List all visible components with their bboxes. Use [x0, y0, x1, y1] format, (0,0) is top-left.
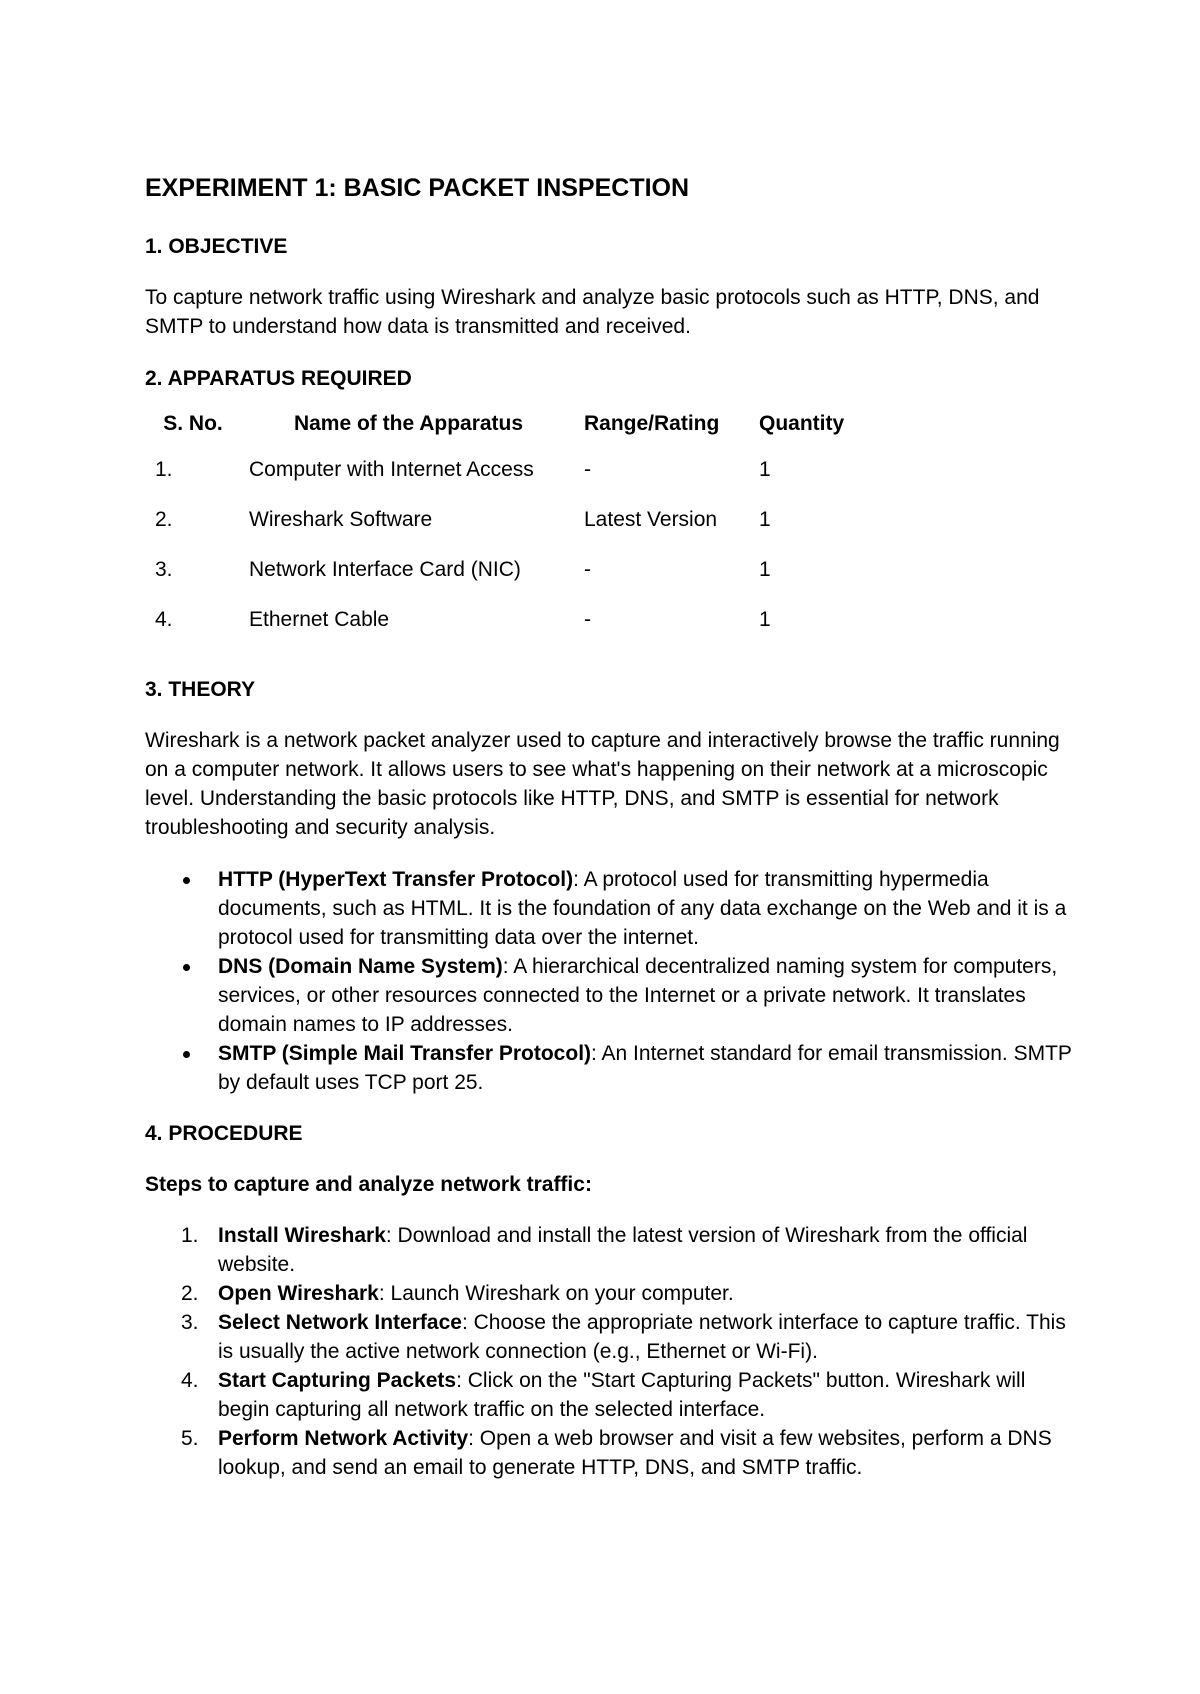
step-number: 4. — [181, 1369, 199, 1392]
step-description: : Launch Wireshark on your computer. — [378, 1282, 734, 1305]
objective-heading: 1. OBJECTIVE — [145, 235, 288, 258]
list-item — [145, 1279, 1075, 1308]
cell-range: Latest Version — [584, 508, 718, 531]
procedure-steps-list — [145, 1221, 1075, 1482]
cell-name: Network Interface Card (NIC) — [249, 558, 521, 581]
apparatus-table-header-row — [145, 405, 879, 444]
theory-text: Wireshark is a network packet analyzer used to capture and interactively browse the traffic running on a computer network. It allows users to see what's happening on their network at a microscopic level. Understanding the basic protocols like HTTP, DNS, and SMTP is essential for network troubleshooting and security analysis. — [145, 729, 1060, 839]
column-header-name: Name of the Apparatus — [293, 412, 524, 435]
cell-quantity: 1 — [759, 458, 771, 481]
bullet-icon — [183, 877, 190, 884]
list-item — [145, 1039, 1075, 1097]
step-number: 2. — [181, 1282, 199, 1305]
protocol-term: HTTP (HyperText Transfer Protocol) — [218, 868, 574, 891]
theory-heading: 3. THEORY — [145, 678, 256, 701]
cell-name: Ethernet Cable — [249, 608, 390, 631]
step-term: Perform Network Activity — [218, 1427, 469, 1450]
cell-quantity: 1 — [759, 558, 771, 581]
protocol-description: : An Internet standard for email transmission. SMTP by default uses TCP port 25. — [218, 1042, 1072, 1094]
cell-range: - — [584, 458, 591, 481]
cell-range: - — [584, 608, 591, 631]
cell-range: - — [584, 558, 591, 581]
cell-quantity: 1 — [759, 608, 771, 631]
column-header-quantity: Quantity — [759, 412, 845, 435]
procedure-subheading: Steps to capture and analyze network traffic: — [145, 1173, 592, 1196]
table-row — [145, 444, 879, 494]
table-row — [145, 544, 879, 594]
list-item — [145, 1308, 1075, 1366]
step-number: 5. — [181, 1427, 199, 1450]
column-header-sno: S. No. — [163, 412, 223, 435]
step-term: Select Network Interface — [218, 1311, 462, 1334]
procedure-heading: 4. PROCEDURE — [145, 1122, 303, 1145]
step-term: Open Wireshark — [218, 1282, 379, 1305]
protocol-term: DNS (Domain Name System) — [218, 955, 503, 978]
bullet-icon — [183, 964, 190, 971]
apparatus-heading: 2. APPARATUS REQUIRED — [145, 367, 412, 390]
step-number: 1. — [181, 1224, 199, 1247]
cell-sno: 2. — [155, 508, 173, 531]
cell-name: Computer with Internet Access — [249, 458, 534, 481]
list-item — [145, 865, 1075, 952]
list-item — [145, 952, 1075, 1039]
step-description: : Choose the appropriate network interface to capture traffic. This is usually the active network connection (e.g., Ethernet or Wi-Fi). — [218, 1311, 1066, 1363]
cell-name: Wireshark Software — [249, 508, 433, 531]
column-header-range: Range/Rating — [584, 412, 720, 435]
step-number: 3. — [181, 1311, 199, 1334]
step-term: Start Capturing Packets — [218, 1369, 457, 1392]
list-item — [145, 1424, 1075, 1482]
protocol-list — [145, 865, 1075, 1097]
list-item — [145, 1366, 1075, 1424]
cell-sno: 4. — [155, 608, 173, 631]
table-row — [145, 494, 879, 544]
step-description: : Click on the "Start Capturing Packets" button. Wireshark will begin capturing all network traffic on the selected interface. — [218, 1369, 1026, 1421]
cell-sno: 1. — [155, 458, 173, 481]
protocol-description: : A protocol used for transmitting hypermedia documents, such as HTML. It is the foundation of any data exchange on the Web and it is a protocol used for transmitting data over the internet. — [218, 868, 1067, 949]
apparatus-table — [145, 405, 879, 644]
step-description: : Open a web browser and visit a few websites, perform a DNS lookup, and send an email to generate HTTP, DNS, and SMTP traffic. — [218, 1427, 1052, 1479]
protocol-term: SMTP (Simple Mail Transfer Protocol) — [218, 1042, 592, 1065]
step-term: Install Wireshark — [218, 1224, 386, 1247]
cell-sno: 3. — [155, 558, 173, 581]
objective-text: To capture network traffic using Wireshark and analyze basic protocols such as HTTP, DNS, and SMTP to understand how data is transmitted and received. — [145, 286, 1040, 338]
list-item — [145, 1221, 1075, 1279]
document-title: EXPERIMENT 1: BASIC PACKET INSPECTION — [145, 174, 690, 202]
step-description: : Download and install the latest version of Wireshark from the official website. — [218, 1224, 1028, 1276]
bullet-icon — [183, 1051, 190, 1058]
table-row — [145, 594, 879, 644]
document-page — [145, 172, 1075, 1482]
cell-quantity: 1 — [759, 508, 771, 531]
protocol-description: : A hierarchical decentralized naming system for computers, services, or other resources connected to the Internet or a private network. It translates domain names to IP addresses. — [218, 955, 1058, 1036]
